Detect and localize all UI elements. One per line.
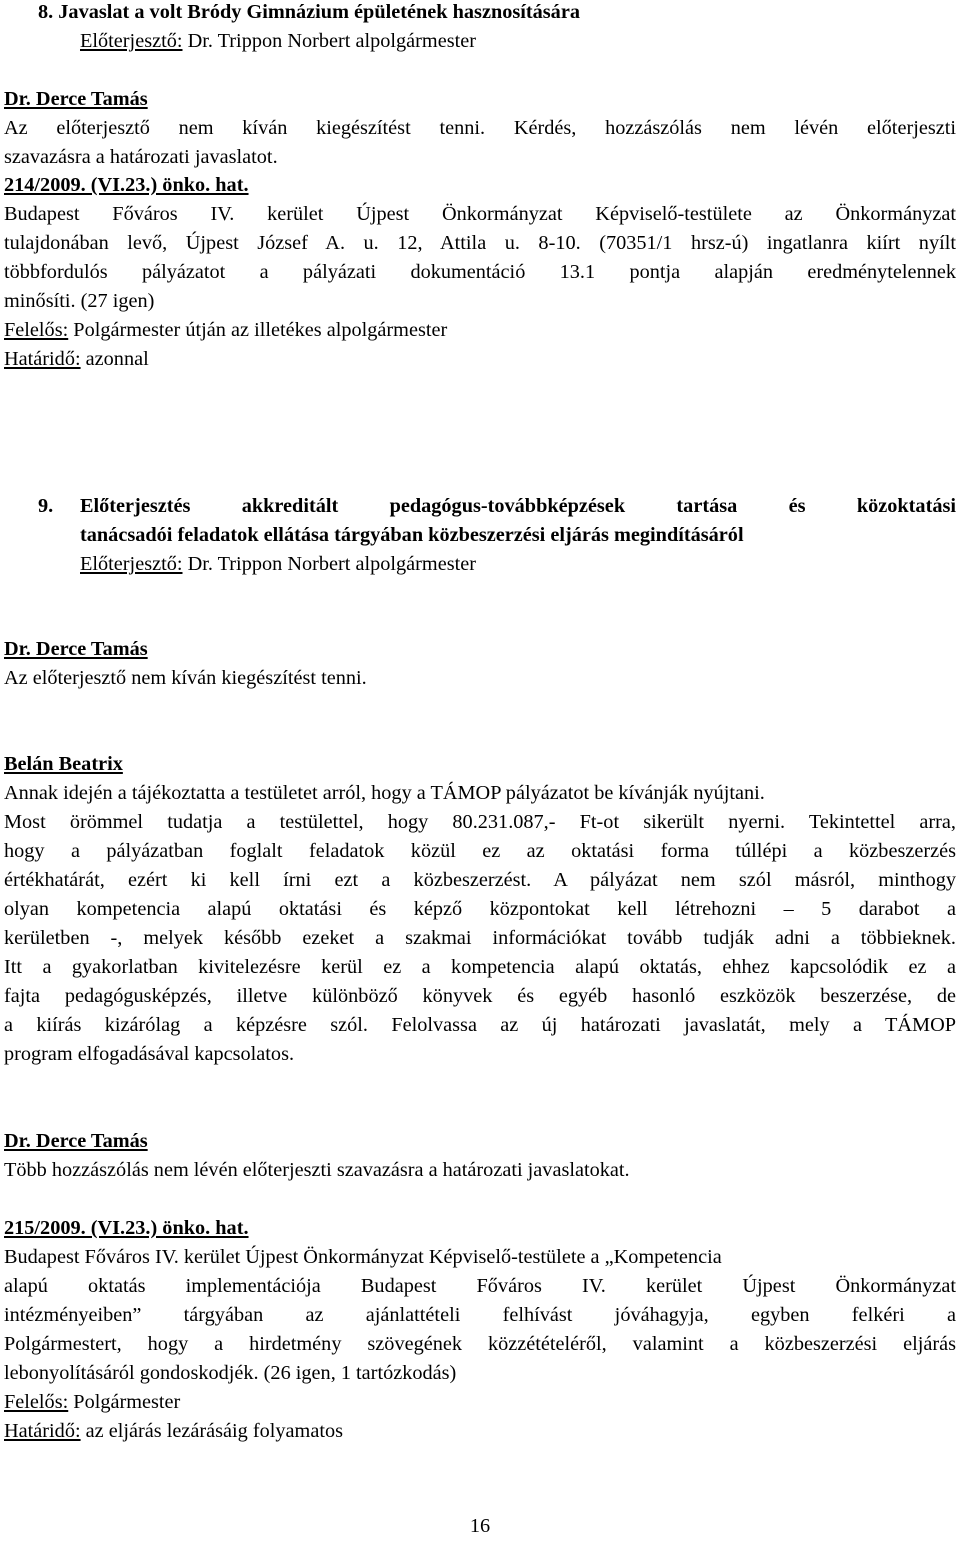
speaker-name: Dr. Derce Tamás — [4, 638, 148, 660]
speaker-name: Dr. Derce Tamás — [4, 1130, 148, 1152]
deadline-value: azonnal — [80, 348, 149, 370]
paragraph-line: kerületben -, melyek később ezeket a szakmai információkat tovább tudják adni a többieknek. — [4, 927, 956, 949]
section-9-presenter — [4, 550, 956, 579]
resolution-number: 215/2009. (VI.23.) önko. hat. — [4, 1217, 249, 1239]
presenter-label: Előterjesztő: — [80, 30, 183, 52]
resolution-line: tulajdonában levő, Újpest József A. u. 12, Attila u. 8-10. (70351/1 hrsz-ú) ingatlanra kiírt nyílt — [4, 232, 956, 254]
deadline-label: Határidő: — [4, 1420, 81, 1442]
responsible — [4, 1388, 956, 1417]
resolution-line: Polgármestert, hogy a hirdetmény szövegének közzétételéről, valamint a közbeszerzési eljárás — [4, 1333, 956, 1355]
speaker-name: Belán Beatrix — [4, 753, 123, 775]
presenter-name: Dr. Trippon Norbert alpolgármester — [182, 30, 476, 52]
deadline — [4, 345, 956, 374]
paragraph-line: hogy a pályázatban foglalt feladatok közül ez az oktatási forma túllépi a közbeszerzés — [4, 840, 956, 862]
deadline — [4, 1417, 956, 1446]
resolution-line: intézményeiben” tárgyában az ajánlattételi felhívást jóváhagyja, egyben felkéri a — [4, 1304, 956, 1326]
resolution-number: 214/2009. (VI.23.) önko. hat. — [4, 174, 249, 196]
speaker-name: Dr. Derce Tamás — [4, 88, 148, 110]
responsible-label: Felelős: — [4, 1391, 69, 1413]
paragraph-line: Annak idején a tájékoztatta a testületet arról, hogy a TÁMOP pályázatot be kívánják nyújtani. — [4, 782, 765, 804]
paragraph-line: Itt a gyakorlatban kivitelezésre kerül ez a kompetencia alapú oktatás, ehhez kapcsolódik ez a — [4, 956, 956, 978]
responsible — [4, 316, 956, 345]
section-9-title-line: tanácsadói feladatok ellátása tárgyában közbeszerzési eljárás megindításáról — [80, 524, 744, 546]
section-9 — [4, 492, 956, 579]
deadline-value: az eljárás lezárásáig folyamatos — [80, 1420, 343, 1442]
speaker-block-belan — [4, 750, 956, 1069]
responsible-label: Felelős: — [4, 319, 69, 341]
resolution-line: alapú oktatás implementációja Budapest Főváros IV. kerület Újpest Önkormányzat — [4, 1275, 956, 1297]
resolution-215 — [4, 1214, 956, 1446]
section-9-heading — [4, 492, 956, 550]
section-9-title-line: Előterjesztés akkreditált pedagógus-továbbképzések tartása és közoktatási — [80, 495, 956, 517]
resolution-line: lebonyolításáról gondoskodjék. (26 igen, 1 tartózkodás) — [4, 1362, 457, 1384]
responsible-value: Polgármester útján az illetékes alpolgármester — [68, 319, 448, 341]
resolution-line: Budapest Főváros IV. kerület Újpest Önkormányzat Képviselő-testülete a „Kompetencia — [4, 1246, 722, 1268]
paragraph-line: szavazásra a határozati javaslatot. — [4, 146, 278, 168]
presenter-label: Előterjesztő: — [80, 553, 183, 575]
section-8 — [4, 0, 956, 56]
section-8-heading: 8. Javaslat a volt Bródy Gimnázium épületének hasznosítására — [38, 1, 580, 23]
paragraph-line: olyan kompetencia alapú oktatási és képző központokat kell létrehozni – 5 darabot a — [4, 898, 956, 920]
paragraph-line: Most örömmel tudatja a testülettel, hogy 80.231.087,- Ft-ot sikerült nyerni. Tekintettel arra, — [4, 811, 956, 833]
resolution-line: többfordulós pályázatot a pályázati dokumentáció 13.1 pontja alapján eredménytelennek — [4, 261, 956, 283]
resolution-line: Budapest Főváros IV. kerület Újpest Önkormányzat Képviselő-testülete az Önkormányzat — [4, 203, 956, 225]
paragraph-line: Több hozzászólás nem lévén előterjeszti szavazásra a határozati javaslatokat. — [4, 1159, 630, 1181]
deadline-label: Határidő: — [4, 348, 81, 370]
section-9-number: 9. — [38, 495, 54, 517]
resolution-line: minősíti. (27 igen) — [4, 290, 155, 312]
paragraph-line: program elfogadásával kapcsolatos. — [4, 1043, 295, 1065]
paragraph-line: fajta pedagógusképzés, illetve különböző könyvek és egyéb hasonló eszközök beszerzése, de — [4, 985, 956, 1007]
paragraph-line: Az előterjesztő nem kíván kiegészítést tenni. — [4, 667, 367, 689]
page-number: 16 — [469, 1515, 491, 1537]
presenter-name: Dr. Trippon Norbert alpolgármester — [182, 553, 476, 575]
paragraph-line: a kiírás kizárólag a képzésre szól. Felolvassa az új határozati javaslatát, mely a TÁMOP — [4, 1014, 956, 1036]
responsible-value: Polgármester — [68, 1391, 181, 1413]
section-8-presenter — [4, 27, 956, 56]
speaker-block-derce-3 — [4, 1127, 956, 1185]
paragraph-line: Az előterjesztő nem kíván kiegészítést tenni. Kérdés, hozzászólás nem lévén előterjeszti — [4, 117, 956, 139]
paragraph-line: értékhatárát, ezért ki kell írni ezt a közbeszerzést. A pályázat nem szól másról, minthogy — [4, 869, 956, 891]
resolution-214 — [4, 171, 956, 374]
speaker-block-derce-1 — [4, 85, 956, 172]
speaker-block-derce-2 — [4, 635, 956, 693]
